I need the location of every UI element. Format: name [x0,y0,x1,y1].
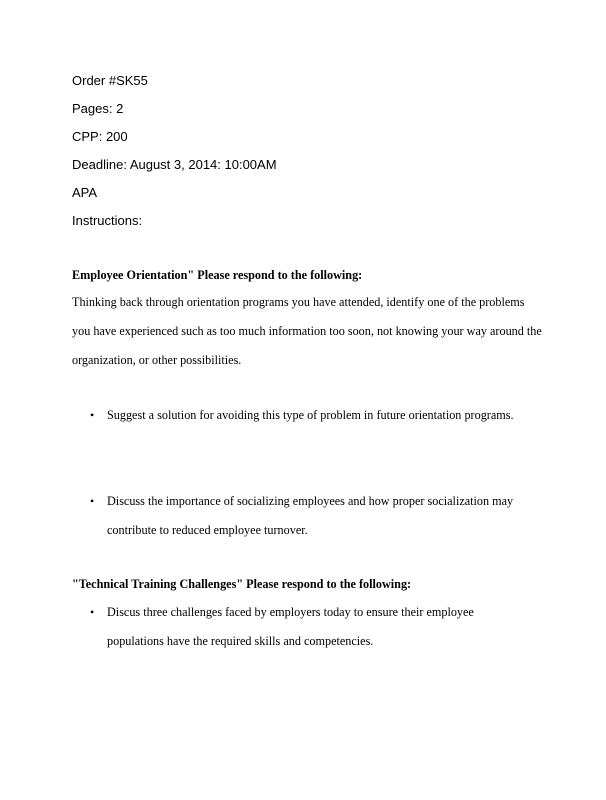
order-number: Order #SK55 [72,73,148,88]
cpp-value: CPP: 200 [72,129,128,144]
citation-style: APA [72,185,98,200]
bullet-icon: • [90,408,95,422]
instructions-label: Instructions: [72,213,143,228]
bullet-text: Discuss the importance of socializing employees and how proper socialization may contribute to reduced employee turnover. [107,494,514,537]
page-count: Pages: 2 [72,101,124,116]
bullet-icon: • [90,605,95,619]
bullet-text: Suggest a solution for avoiding this type of problem in future orientation programs. [107,408,514,422]
bullet-text: Discus three challenges faced by employers today to ensure their employee populations have the required skills and competencies. [107,605,474,648]
bullet-icon: • [90,494,95,508]
section-paragraph-orientation: Thinking back through orientation programs you have attended, identify one of the problems you have experienced such as too much information too soon, not knowing your way around the organization, or other possibilities. [72,295,542,367]
section-heading-employee-orientation: Employee Orientation" Please respond to the following: [72,268,363,282]
section-heading-technical-training: "Technical Training Challenges" Please respond to the following: [72,577,412,591]
deadline: Deadline: August 3, 2014: 10:00AM [72,157,277,172]
